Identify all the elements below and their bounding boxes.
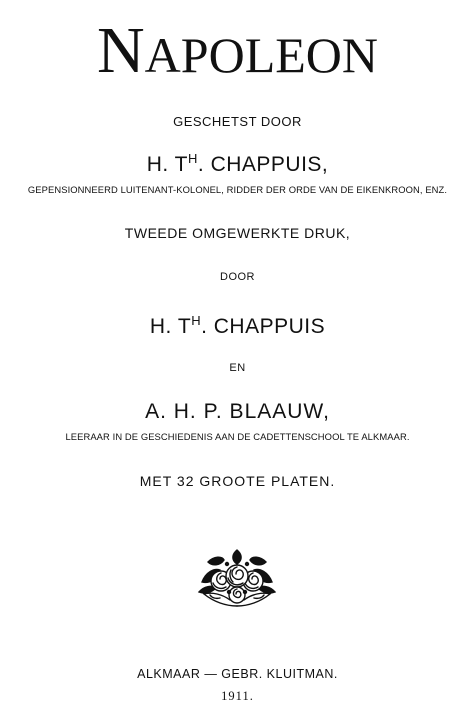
edition: TWEEDE OMGEWERKTE DRUK, (124, 225, 351, 241)
author-2 (0, 314, 475, 337)
author-3: A. H. P. BLAAUW, (145, 400, 330, 423)
author-1-superscript: H (188, 151, 198, 166)
author-3-position: LEERAAR IN DE GESCHIEDENIS AAN DE CADETTENSCHOOL TE ALKMAAR. (65, 431, 410, 442)
title-rest: APOLEON (144, 27, 378, 83)
plates-note: MET 32 GROOTE PLATEN. (139, 473, 336, 489)
author-2-surname: . CHAPPUIS (201, 315, 326, 338)
author-1 (0, 152, 475, 175)
door-label: DOOR (220, 271, 255, 283)
author-1-surname: . CHAPPUIS, (197, 153, 329, 176)
publisher: ALKMAAR — GEBR. KLUITMAN. (137, 667, 338, 681)
en-label: EN (229, 362, 246, 374)
author-2-initial: H. T (149, 315, 192, 338)
author-1-rank: GEPENSIONNEERD LUITENANT-KOLONEL, RIDDER DER ORDE VAN DE EIKENKROON, ENZ. (27, 184, 448, 195)
subtitle: GESCHETST DOOR (173, 114, 302, 129)
publication-year: 1911. (221, 689, 254, 703)
title-first-letter: N (97, 14, 145, 87)
book-title (0, 14, 475, 87)
author-1-initial: H. T (146, 153, 189, 176)
author-2-superscript: H (191, 313, 202, 328)
floral-ornament-icon (196, 548, 278, 610)
